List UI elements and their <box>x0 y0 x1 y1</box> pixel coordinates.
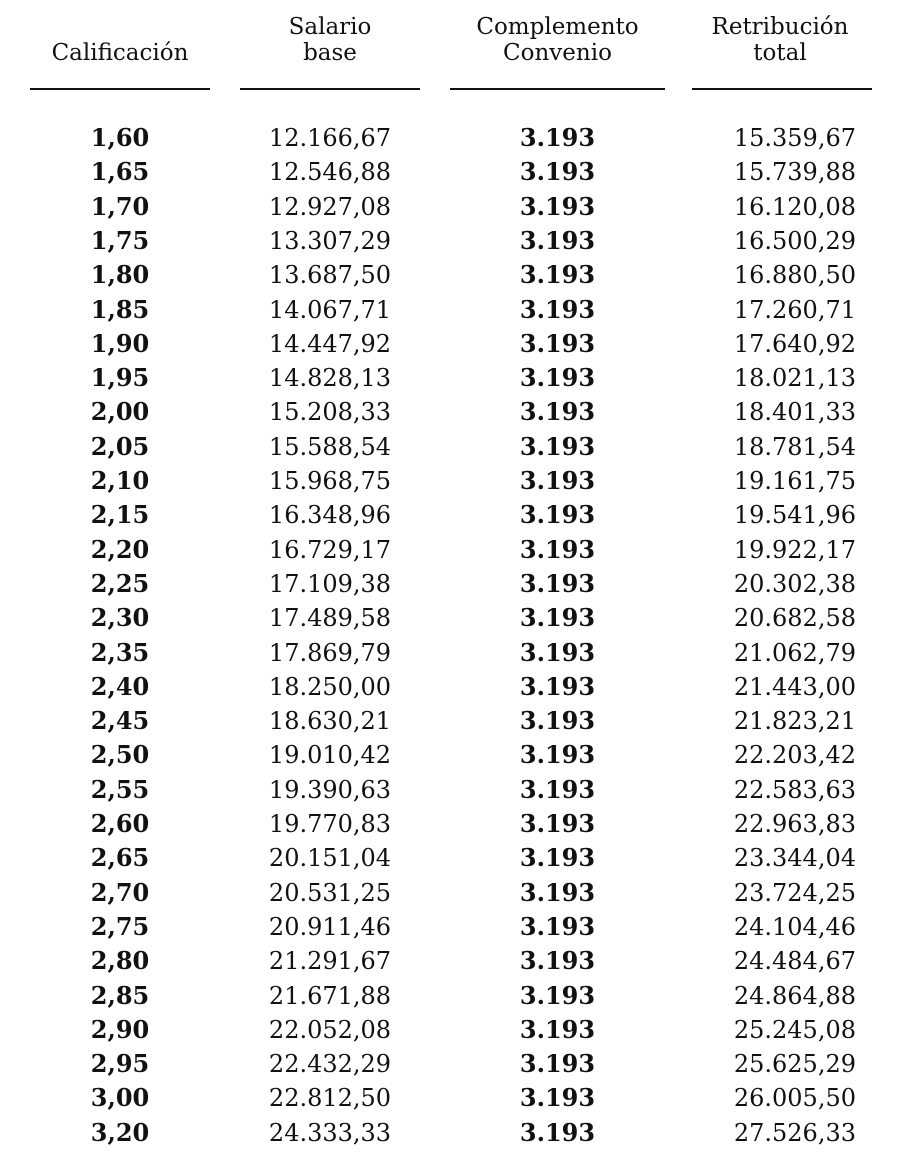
header-rule <box>450 88 665 90</box>
retribucion-total-cell: 22.203,42 <box>733 741 856 770</box>
table-row <box>0 876 903 910</box>
complemento-cell: 3.193 <box>519 431 596 461</box>
salario-base-cell: 13.687,50 <box>268 261 392 290</box>
retribucion-total-cell: 20.682,58 <box>733 604 856 633</box>
salario-base-cell: 15.968,75 <box>268 467 392 495</box>
table-row <box>0 636 903 670</box>
salario-base-cell: 16.729,17 <box>268 535 392 564</box>
header-rule <box>30 88 210 90</box>
header-line2: base <box>303 40 357 66</box>
salario-base-cell: 19.010,42 <box>268 741 392 770</box>
calificacion-cell: 1,70 <box>90 191 150 221</box>
salario-base-cell: 15.588,54 <box>268 432 392 461</box>
calificacion-cell: 1,65 <box>90 157 150 187</box>
table-row <box>0 533 903 567</box>
table-row <box>0 1116 903 1150</box>
retribucion-total-cell: 27.526,33 <box>733 1118 856 1147</box>
complemento-cell: 3.193 <box>519 225 596 255</box>
retribucion-total-cell: 22.583,63 <box>733 775 856 804</box>
complemento-cell: 3.193 <box>519 1083 596 1113</box>
retribucion-total-cell: 18.401,33 <box>733 398 856 427</box>
table-row <box>0 670 903 704</box>
table-row <box>0 979 903 1013</box>
salario-base-cell: 12.546,88 <box>268 158 392 187</box>
salario-base-cell: 21.291,67 <box>268 947 392 976</box>
table-row <box>0 430 903 464</box>
complemento-cell: 3.193 <box>519 191 596 221</box>
retribucion-total-cell: 26.005,50 <box>733 1084 856 1113</box>
salario-base-cell: 22.432,29 <box>268 1050 392 1079</box>
complemento-cell: 3.193 <box>519 774 596 804</box>
salario-base-cell: 12.927,08 <box>268 192 392 221</box>
salario-base-cell: 14.067,71 <box>268 295 392 324</box>
table-row <box>0 738 903 772</box>
header-line1: Salario <box>288 14 372 40</box>
header-complemento-convenio <box>450 14 665 66</box>
retribucion-total-cell: 17.640,92 <box>733 329 856 358</box>
salario-base-cell: 20.151,04 <box>268 844 392 873</box>
calificacion-cell: 2,80 <box>90 946 150 976</box>
table-row <box>0 498 903 532</box>
calificacion-cell: 2,15 <box>90 500 150 530</box>
complemento-cell: 3.193 <box>519 568 596 598</box>
complemento-cell: 3.193 <box>519 1117 596 1147</box>
complemento-cell: 3.193 <box>519 671 596 701</box>
salario-base-cell: 22.052,08 <box>268 1015 392 1044</box>
table-row <box>0 293 903 327</box>
calificacion-cell: 2,00 <box>90 397 150 427</box>
complemento-cell: 3.193 <box>519 363 596 393</box>
table-row <box>0 773 903 807</box>
salario-base-cell: 13.307,29 <box>268 226 392 255</box>
header-line1: Complemento <box>476 14 639 40</box>
retribucion-total-cell: 23.344,04 <box>733 844 856 873</box>
retribucion-total-cell: 15.359,67 <box>733 124 856 152</box>
calificacion-cell: 2,10 <box>90 466 150 495</box>
retribucion-total-cell: 18.781,54 <box>733 432 856 461</box>
table-row <box>0 1081 903 1115</box>
calificacion-cell: 2,05 <box>90 431 150 461</box>
table-row <box>0 464 903 498</box>
header-line1: Retribución <box>711 14 849 40</box>
retribucion-total-cell: 24.864,88 <box>733 981 856 1010</box>
complemento-cell: 3.193 <box>519 294 596 324</box>
complemento-cell: 3.193 <box>519 397 596 427</box>
table-row <box>0 1013 903 1047</box>
retribucion-total-cell: 25.245,08 <box>733 1015 856 1044</box>
salario-base-cell: 12.166,67 <box>268 124 392 152</box>
salario-base-cell: 16.348,96 <box>268 501 392 530</box>
retribucion-total-cell: 22.963,83 <box>733 810 856 838</box>
calificacion-cell: 1,90 <box>90 328 150 358</box>
table-row <box>0 258 903 292</box>
calificacion-cell: 2,30 <box>90 603 150 633</box>
salario-base-cell: 18.630,21 <box>268 707 392 736</box>
retribucion-total-cell: 21.443,00 <box>733 672 856 701</box>
retribucion-total-cell: 20.302,38 <box>733 569 856 598</box>
complemento-cell: 3.193 <box>519 1049 596 1079</box>
table-row <box>0 807 903 841</box>
table-row <box>0 944 903 978</box>
calificacion-cell: 1,80 <box>90 260 150 290</box>
retribucion-total-cell: 19.161,75 <box>733 467 856 495</box>
complemento-cell: 3.193 <box>519 980 596 1010</box>
retribucion-total-cell: 19.541,96 <box>733 501 856 530</box>
calificacion-cell: 2,40 <box>90 671 150 701</box>
salario-base-cell: 15.208,33 <box>268 398 392 427</box>
calificacion-cell: 3,00 <box>90 1083 150 1113</box>
calificacion-cell: 2,35 <box>90 637 150 667</box>
retribucion-total-cell: 24.484,67 <box>733 947 856 976</box>
calificacion-cell: 3,20 <box>90 1117 150 1147</box>
complemento-cell: 3.193 <box>519 740 596 770</box>
complemento-cell: 3.193 <box>519 534 596 564</box>
table-row <box>0 224 903 258</box>
header-line2: Convenio <box>503 40 612 66</box>
calificacion-cell: 2,95 <box>90 1049 150 1079</box>
salario-base-cell: 20.911,46 <box>268 912 392 941</box>
salario-base-cell: 19.390,63 <box>268 775 392 804</box>
table-row <box>0 601 903 635</box>
calificacion-cell: 2,20 <box>90 534 150 564</box>
header-retribucion-total <box>690 14 870 66</box>
complemento-cell: 3.193 <box>519 946 596 976</box>
calificacion-cell: 2,85 <box>90 980 150 1010</box>
salario-base-cell: 14.828,13 <box>268 364 392 393</box>
complemento-cell: 3.193 <box>519 157 596 187</box>
retribucion-total-cell: 25.625,29 <box>733 1050 856 1079</box>
complemento-cell: 3.193 <box>519 260 596 290</box>
table-row <box>0 1047 903 1081</box>
complemento-cell: 3.193 <box>519 877 596 907</box>
complemento-cell: 3.193 <box>519 466 596 495</box>
retribucion-total-cell: 19.922,17 <box>733 535 856 564</box>
table-row <box>0 155 903 189</box>
calificacion-cell: 1,60 <box>90 123 150 152</box>
calificacion-cell: 2,65 <box>90 843 150 873</box>
calificacion-cell: 2,75 <box>90 911 150 941</box>
salario-base-cell: 21.671,88 <box>268 981 392 1010</box>
retribucion-total-cell: 23.724,25 <box>733 878 856 907</box>
calificacion-cell: 1,75 <box>90 225 150 255</box>
table-row <box>0 704 903 738</box>
calificacion-cell: 2,90 <box>90 1014 150 1044</box>
header-line1 <box>30 14 210 40</box>
table-row <box>0 841 903 875</box>
table-row <box>0 361 903 395</box>
calificacion-cell: 2,60 <box>90 809 150 838</box>
header-line2: total <box>753 40 807 66</box>
retribucion-total-cell: 21.823,21 <box>733 707 856 736</box>
header-line2: Calificación <box>51 40 189 66</box>
calificacion-cell: 2,50 <box>90 740 150 770</box>
table-row <box>0 910 903 944</box>
retribucion-total-cell: 16.880,50 <box>733 261 856 290</box>
salario-base-cell: 17.109,38 <box>268 569 392 598</box>
calificacion-cell: 2,25 <box>90 568 150 598</box>
header-calificacion <box>30 14 210 66</box>
retribucion-total-cell: 17.260,71 <box>733 295 856 324</box>
table-row <box>0 567 903 601</box>
header-salario-base <box>240 14 420 66</box>
retribucion-total-cell: 15.739,88 <box>733 158 856 187</box>
salario-base-cell: 22.812,50 <box>268 1084 392 1113</box>
calificacion-cell: 2,70 <box>90 877 150 907</box>
salario-base-cell: 17.489,58 <box>268 604 392 633</box>
table-row <box>0 190 903 224</box>
salario-base-cell: 18.250,00 <box>268 672 392 701</box>
table-row <box>0 395 903 429</box>
retribucion-total-cell: 21.062,79 <box>733 638 856 667</box>
header-rule <box>240 88 420 90</box>
complemento-cell: 3.193 <box>519 637 596 667</box>
salario-base-cell: 14.447,92 <box>268 329 392 358</box>
retribucion-total-cell: 16.500,29 <box>733 226 856 255</box>
table-row <box>0 121 903 155</box>
complemento-cell: 3.193 <box>519 328 596 358</box>
complemento-cell: 3.193 <box>519 706 596 736</box>
salario-base-cell: 24.333,33 <box>268 1118 392 1147</box>
salario-base-cell: 20.531,25 <box>268 878 392 907</box>
complemento-cell: 3.193 <box>519 500 596 530</box>
calificacion-cell: 2,55 <box>90 774 150 804</box>
complemento-cell: 3.193 <box>519 911 596 941</box>
salario-base-cell: 19.770,83 <box>268 810 392 838</box>
complemento-cell: 3.193 <box>519 1014 596 1044</box>
complemento-cell: 3.193 <box>519 809 596 838</box>
header-rule <box>692 88 872 90</box>
salario-base-cell: 17.869,79 <box>268 638 392 667</box>
calificacion-cell: 1,95 <box>90 363 150 393</box>
calificacion-cell: 1,85 <box>90 294 150 324</box>
retribucion-total-cell: 18.021,13 <box>733 364 856 393</box>
retribucion-total-cell: 24.104,46 <box>733 912 856 941</box>
complemento-cell: 3.193 <box>519 843 596 873</box>
complemento-cell: 3.193 <box>519 603 596 633</box>
table-row <box>0 327 903 361</box>
complemento-cell: 3.193 <box>519 123 596 152</box>
retribucion-total-cell: 16.120,08 <box>733 192 856 221</box>
calificacion-cell: 2,45 <box>90 706 150 736</box>
